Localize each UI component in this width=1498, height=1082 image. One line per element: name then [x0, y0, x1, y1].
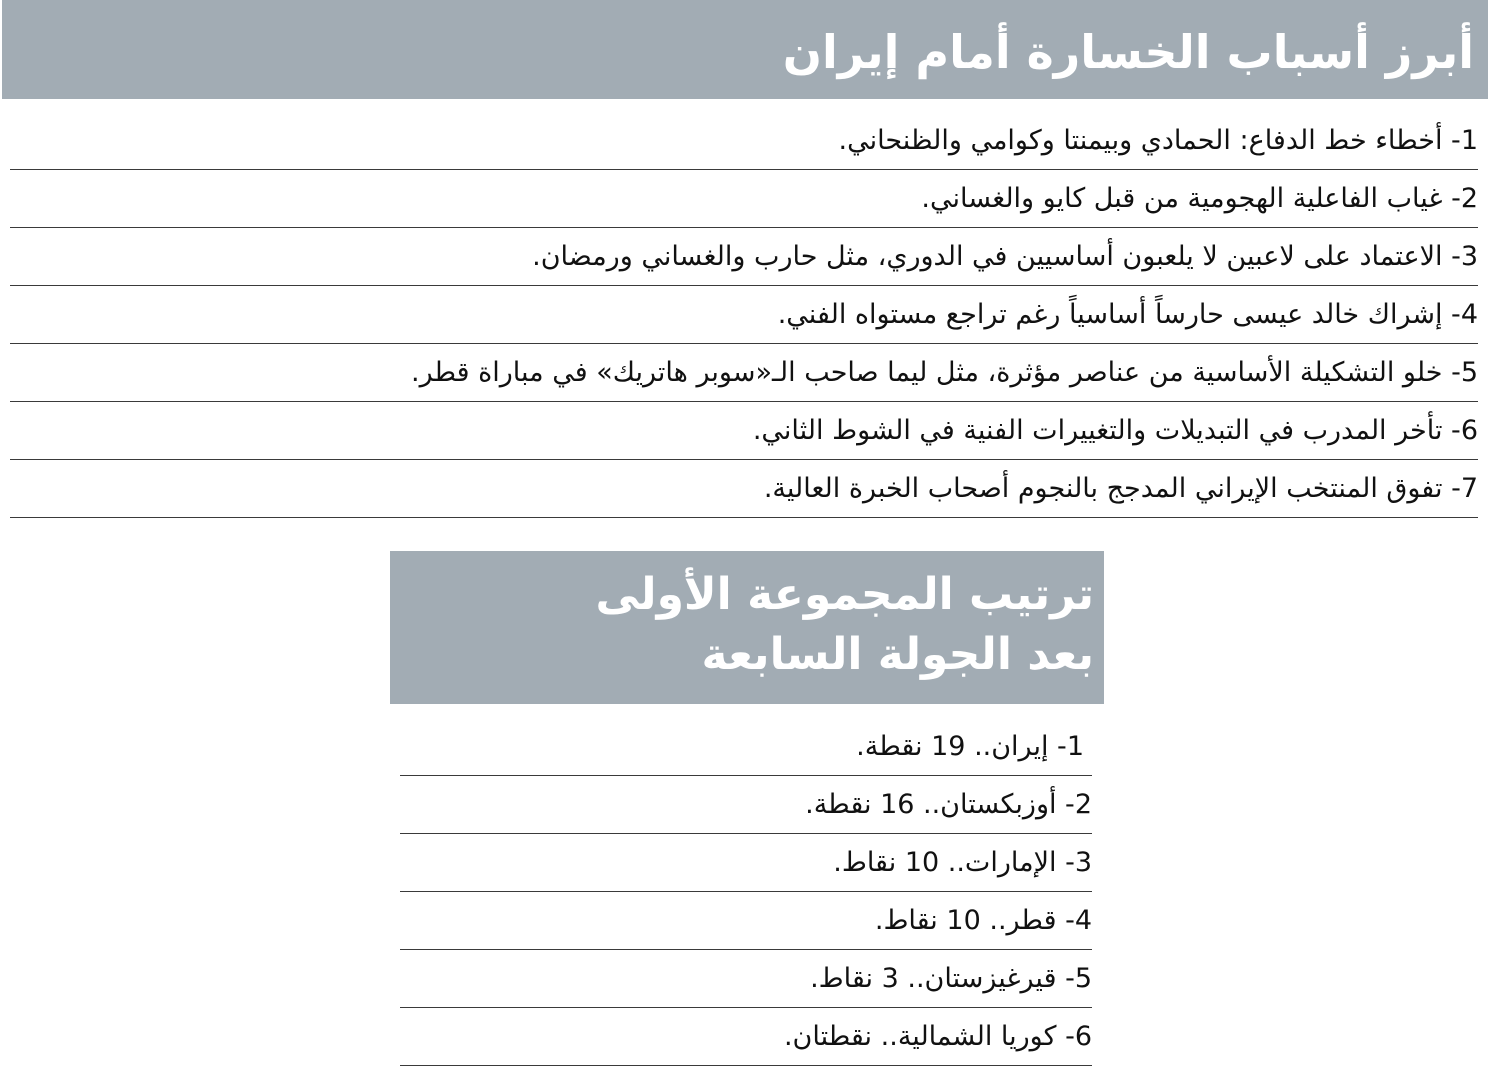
standings-item: 6- كوريا الشمالية.. نقطتان.	[400, 1008, 1092, 1066]
reason-item: 2- غياب الفاعلية الهجومية من قبل كايو والغساني.	[10, 170, 1478, 228]
standings-item: 4- قطر.. 10 نقاط.	[400, 892, 1092, 950]
reason-item: 7- تفوق المنتخب الإيراني المدجج بالنجوم أصحاب الخبرة العالية.	[10, 460, 1478, 518]
standings-title-line1: ترتيب المجموعة الأولى	[595, 569, 1094, 620]
standings-item: 5- قيرغيزستان.. 3 نقاط.	[400, 950, 1092, 1008]
reasons-header	[2, 0, 1488, 99]
standings-title-line2: بعد الجولة السابعة	[701, 629, 1094, 680]
reasons-list	[10, 112, 1478, 518]
reason-item: 4- إشراك خالد عيسى حارساً أساسياً رغم تراجع مستواه الفني.	[10, 286, 1478, 344]
standings-list	[400, 718, 1092, 1066]
standings-header	[390, 551, 1104, 704]
reason-item: 1- أخطاء خط الدفاع: الحمادي وبيمنتا وكوامي والظنحاني.	[10, 112, 1478, 170]
standings-item: 2- أوزبكستان.. 16 نقطة.	[400, 776, 1092, 834]
standings-item: 1- إيران.. 19 نقطة.	[400, 718, 1092, 776]
reason-item: 5- خلو التشكيلة الأساسية من عناصر مؤثرة، مثل ليما صاحب الـ«سوبر هاتريك» في مباراة قطر.	[10, 344, 1478, 402]
reasons-title: أبرز أسباب الخسارة أمام إيران	[782, 25, 1474, 80]
standings-item: 3- الإمارات.. 10 نقاط.	[400, 834, 1092, 892]
reason-item: 3- الاعتماد على لاعبين لا يلعبون أساسيين في الدوري، مثل حارب والغساني ورمضان.	[10, 228, 1478, 286]
reason-item: 6- تأخر المدرب في التبديلات والتغييرات الفنية في الشوط الثاني.	[10, 402, 1478, 460]
